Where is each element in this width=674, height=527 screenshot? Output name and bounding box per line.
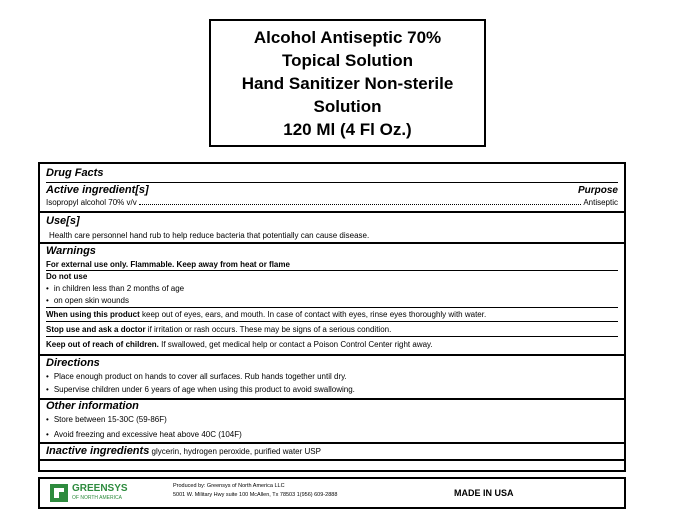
keep-out-row bbox=[46, 340, 618, 350]
active-ingredient-heading bbox=[46, 184, 618, 197]
title-line-1: Alcohol Antiseptic 70% bbox=[253, 28, 442, 47]
do-not-use-heading: Do not use bbox=[46, 272, 88, 281]
active-ingredient-text: Isopropyl alcohol 70% v/v bbox=[46, 198, 137, 207]
divider bbox=[46, 307, 618, 308]
other-information-heading: Other information bbox=[46, 400, 139, 412]
when-using-row bbox=[46, 310, 618, 320]
active-ingredient-row bbox=[46, 198, 618, 208]
producer-line-2: 5001 W. Military Hwy suite 100 McAllen, Tx 78503 1(956) 609-2888 bbox=[173, 492, 338, 498]
warnings-heading: Warnings bbox=[46, 245, 96, 257]
divider bbox=[46, 270, 618, 271]
other-information-item: • Avoid freezing and excessive heat above 40C (104F) bbox=[46, 430, 618, 440]
divider bbox=[46, 336, 618, 337]
uses-text: Health care personnel hand rub to help reduce bacteria that potentially can cause disease. bbox=[49, 231, 370, 240]
product-title-box bbox=[209, 19, 486, 147]
divider bbox=[46, 182, 618, 183]
stop-use-row bbox=[46, 325, 618, 335]
drug-facts-heading: Drug Facts bbox=[46, 167, 104, 179]
greensys-logo bbox=[50, 482, 136, 506]
directions-heading: Directions bbox=[46, 357, 100, 369]
keep-out-label: Keep out of reach of children. bbox=[46, 340, 159, 349]
keep-out-text: If swallowed, get medical help or contact a Poison Control Center right away. bbox=[158, 340, 433, 349]
section-divider bbox=[40, 442, 624, 444]
title-line-2: Topical Solution bbox=[282, 51, 413, 70]
inactive-ingredients-heading: Inactive ingredients bbox=[46, 445, 150, 457]
section-divider bbox=[40, 211, 624, 213]
producer-info bbox=[173, 482, 337, 500]
section-divider bbox=[40, 354, 624, 356]
logo-subtitle: OF NORTH AMERICA bbox=[72, 495, 122, 501]
directions-item: • Supervise children under 6 years of age when using this product to avoid swallowing. bbox=[46, 385, 618, 395]
greensys-logo-icon bbox=[50, 484, 68, 502]
purpose-heading: Purpose bbox=[577, 185, 618, 196]
footer-panel bbox=[38, 477, 626, 509]
stop-use-text: if irritation or rash occurs. These may be signs of a serious condition. bbox=[145, 325, 392, 334]
inactive-ingredients-row bbox=[46, 445, 618, 458]
dot-leader bbox=[139, 198, 582, 205]
active-ingredient-purpose: Antiseptic bbox=[583, 198, 618, 207]
title-line-3: Hand Sanitizer Non-sterile bbox=[241, 74, 454, 93]
title-line-4: Solution bbox=[313, 97, 382, 116]
active-ingredient-title: Active ingredient[s] bbox=[46, 184, 149, 196]
inactive-ingredients-text: glycerin, hydrogen peroxide, purified water USP bbox=[149, 447, 321, 456]
section-divider bbox=[40, 459, 624, 461]
divider bbox=[46, 321, 618, 322]
section-divider bbox=[40, 242, 624, 244]
stop-use-label: Stop use and ask a doctor bbox=[46, 325, 146, 334]
logo-name: GREENSYS bbox=[72, 483, 128, 494]
drug-facts-panel bbox=[38, 162, 626, 472]
do-not-use-item: • in children less than 2 months of age bbox=[46, 284, 618, 294]
directions-item: • Place enough product on hands to cover all surfaces. Rub hands together until dry. bbox=[46, 372, 618, 382]
other-information-item: • Store between 15-30C (59-86F) bbox=[46, 415, 618, 425]
do-not-use-item: • on open skin wounds bbox=[46, 296, 618, 306]
warning-external: For external use only. Flammable. Keep away from heat or flame bbox=[46, 260, 290, 269]
title-line-5: 120 Ml (4 Fl Oz.) bbox=[283, 120, 412, 139]
made-in-label: MADE IN USA bbox=[454, 488, 514, 498]
when-using-text: keep out of eyes, ears, and mouth. In case of contact with eyes, rinse eyes thoroughly with water. bbox=[139, 310, 487, 319]
when-using-label: When using this product bbox=[46, 310, 140, 319]
uses-heading: Use[s] bbox=[46, 215, 80, 227]
producer-line-1: Produced by: Greensys of North America LLC bbox=[173, 483, 285, 489]
